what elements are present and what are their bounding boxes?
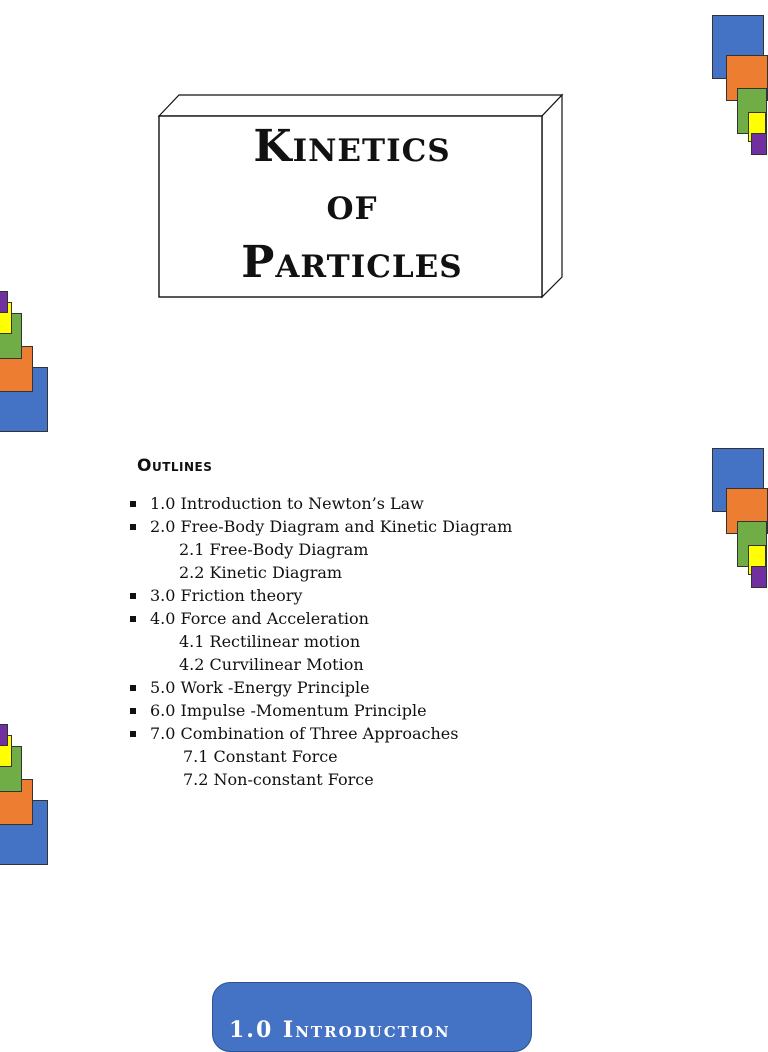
title-line-3: Particles (241, 237, 463, 288)
outline-list (128, 492, 512, 791)
title-box (158, 93, 564, 298)
purple-square (0, 724, 8, 746)
title-line-1: Kinetics (253, 121, 451, 172)
outline-subitem: 7.2 Non-constant Force (183, 770, 374, 789)
outline-subitem: 7.1 Constant Force (183, 747, 338, 766)
outline-subitem: 4.2 Curvilinear Motion (179, 655, 364, 674)
purple-square (751, 133, 767, 155)
outline-subitem: 2.1 Free-Body Diagram (179, 540, 369, 559)
section-heading-label: 1.0 Introduction (229, 1017, 451, 1043)
title-line-2: of (326, 179, 378, 230)
outline-item: 7.0 Combination of Three Approaches (128, 722, 512, 745)
outline-subitem: 4.1 Rectilinear motion (179, 632, 361, 651)
outline-subitem: 2.2 Kinetic Diagram (179, 563, 343, 582)
outline-item: 5.0 Work -Energy Principle (128, 676, 512, 699)
document-title (160, 118, 544, 292)
section-heading-box (212, 982, 532, 1052)
purple-square (0, 291, 8, 313)
outline-item: 4.0 Force and Acceleration (128, 607, 512, 630)
outline-item: 6.0 Impulse -Momentum Principle (128, 699, 512, 722)
outlines-heading: Outlines (137, 456, 213, 476)
outline-item: 2.0 Free-Body Diagram and Kinetic Diagram (128, 515, 512, 538)
purple-square (751, 566, 767, 588)
outline-item: 1.0 Introduction to Newton’s Law (128, 492, 512, 515)
outline-item: 3.0 Friction theory (128, 584, 512, 607)
